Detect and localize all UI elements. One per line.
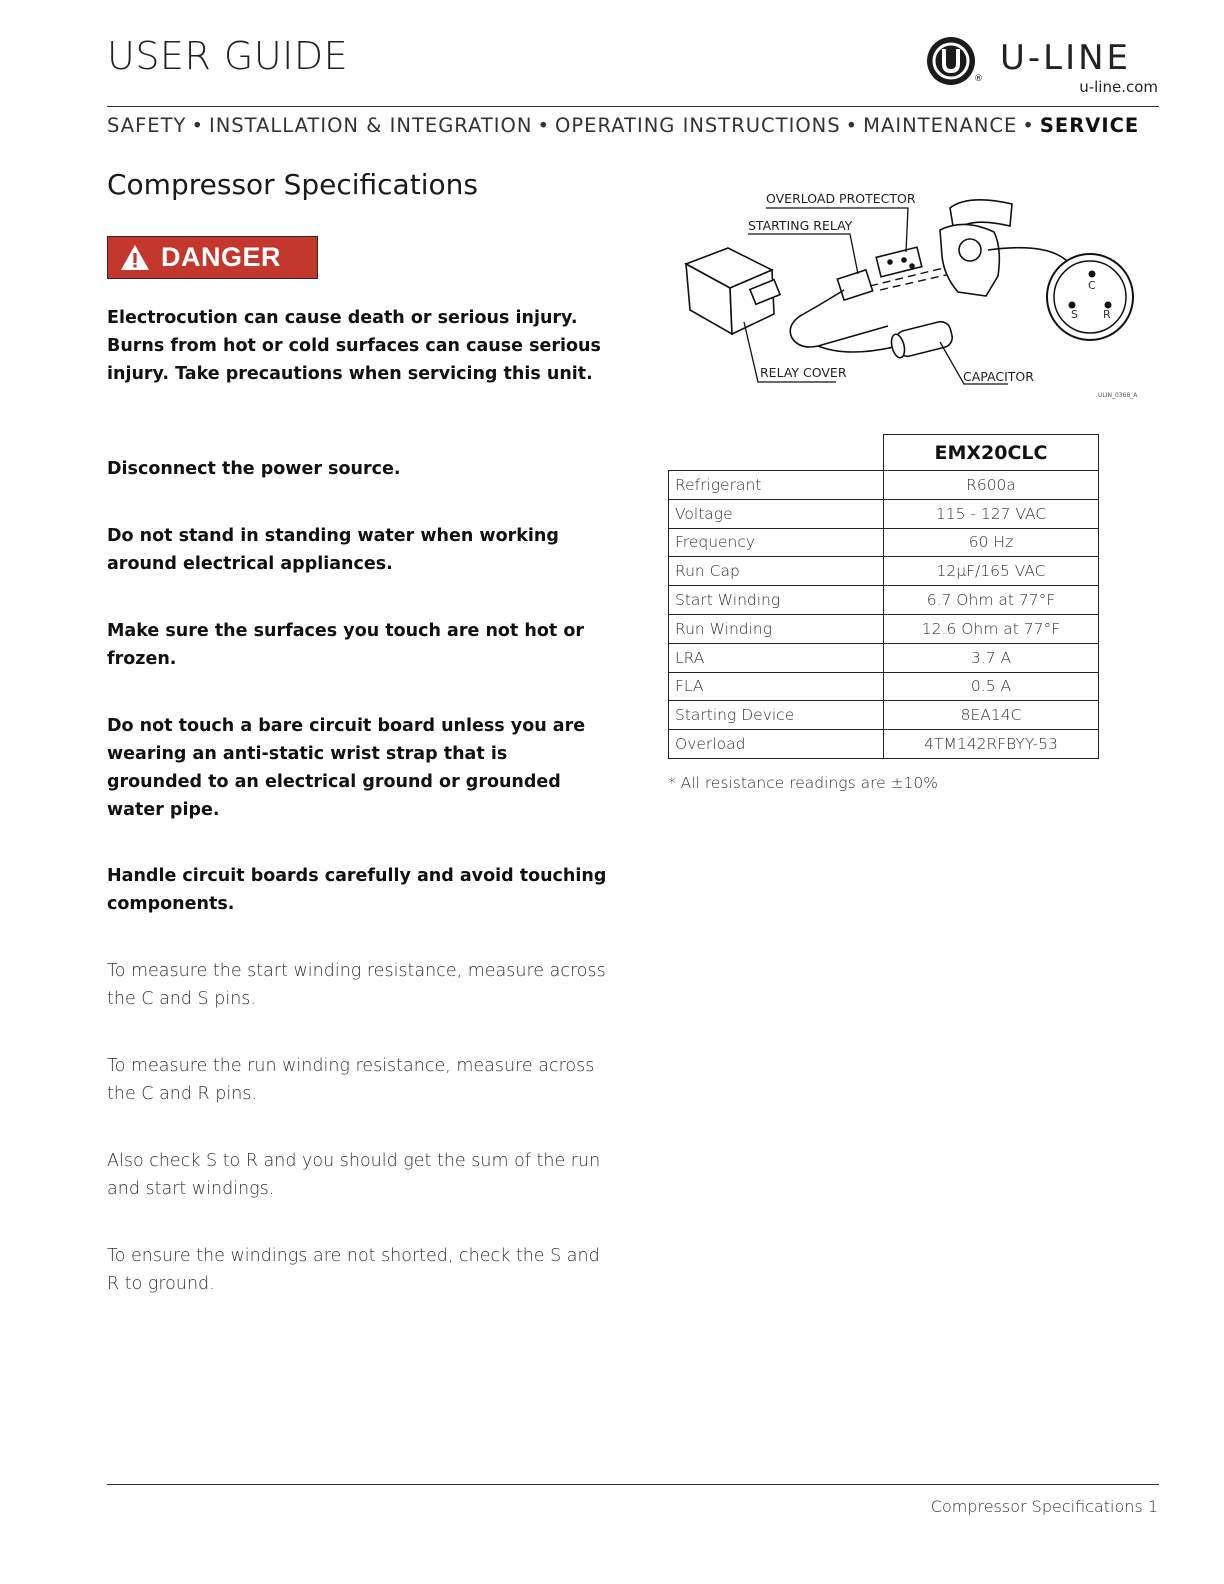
spec-label: Refrigerant (669, 471, 884, 500)
spec-label: Starting Device (669, 701, 884, 730)
spec-value: 8EA14C (884, 701, 1099, 730)
table-row (669, 471, 1099, 500)
spec-label: Run Winding (669, 614, 884, 643)
instruction-run-winding: To measure the run winding resistance, measure across the C and R pins. (107, 1056, 595, 1104)
danger-banner (107, 236, 318, 279)
table-row (669, 557, 1099, 586)
registered-mark: ® (974, 74, 983, 84)
header-divider (107, 106, 1159, 107)
warning-circuit-board-strap: Do not touch a bare circuit board unless you are wearing an anti-static wrist strap that is grounded to an electrical ground or grounded water pipe. (107, 716, 586, 820)
website-url: u-line.com (1079, 78, 1158, 96)
warning-surface-temperature: Make sure the surfaces you touch are not hot or frozen. (107, 621, 584, 669)
overload-protector-label: OVERLOAD PROTECTOR (766, 191, 916, 206)
overload-protector-illustration (876, 247, 922, 277)
nav-separator: • (537, 114, 551, 137)
spec-label: Frequency (669, 528, 884, 557)
table-row (669, 643, 1099, 672)
pin-diagram (1047, 254, 1133, 340)
page-footer-label: Compressor Specifications 1 (930, 1497, 1158, 1516)
table-row (669, 586, 1099, 615)
table-row (669, 730, 1099, 759)
spec-value: 3.7 A (884, 643, 1099, 672)
pin-s-label: S (1071, 308, 1078, 321)
relay-cover-label: RELAY COVER (760, 365, 847, 380)
capacitor-illustration (889, 320, 954, 359)
nav-item-operating: OPERATING INSTRUCTIONS (555, 114, 841, 137)
compressor-parts-diagram (668, 186, 1158, 406)
warning-triangle-icon (120, 244, 150, 271)
resistance-note: * All resistance readings are ±10% (668, 774, 939, 792)
warning-handle-boards: Handle circuit boards carefully and avoid touching components. (107, 866, 607, 914)
table-header-row (669, 435, 1099, 471)
instruction-start-winding: To measure the start winding resistance, measure across the C and S pins. (107, 961, 606, 1009)
spec-value: R600a (884, 471, 1099, 500)
spec-label: LRA (669, 643, 884, 672)
relay-cover-illustration (686, 248, 780, 334)
spec-value: 12.6 Ohm at 77°F (884, 614, 1099, 643)
brand-logo (926, 34, 1158, 96)
nav-item-service-active: SERVICE (1039, 114, 1140, 137)
pin-c-label: C (1088, 279, 1096, 292)
footer-divider (107, 1484, 1159, 1485)
u-line-logo-icon (926, 36, 976, 86)
section-heading: Compressor Specifications (107, 168, 478, 201)
spec-value: 4TM142RFBYY-53 (884, 730, 1099, 759)
table-row (669, 672, 1099, 701)
table-header-blank (669, 435, 884, 471)
spec-value: 115 - 127 VAC (884, 499, 1099, 528)
spec-label: Run Cap (669, 557, 884, 586)
warning-standing-water: Do not stand in standing water when working around electrical appliances. (107, 526, 559, 574)
logo-wordmark: U-LINE (1000, 38, 1132, 78)
spec-label: Voltage (669, 499, 884, 528)
pin-r-label: R (1103, 308, 1111, 321)
nav-separator: • (845, 114, 859, 137)
spec-label: Start Winding (669, 586, 884, 615)
table-row (669, 528, 1099, 557)
table-row (669, 499, 1099, 528)
nav-separator: • (1022, 114, 1035, 137)
spec-label: FLA (669, 672, 884, 701)
danger-label: DANGER (161, 242, 282, 272)
document-title: USER GUIDE (107, 34, 349, 78)
spec-label: Overload (669, 730, 884, 759)
spec-value: 6.7 Ohm at 77°F (884, 586, 1099, 615)
section-breadcrumb (107, 114, 1159, 137)
warning-electrocution: Electrocution can cause death or serious injury. Burns from hot or cold surfaces can cause serious injury. Take precautions when servicing this unit. (107, 308, 601, 384)
table-row (669, 701, 1099, 730)
nav-item-safety: SAFETY (107, 114, 187, 137)
spec-value: 60 Hz (884, 528, 1099, 557)
instruction-s-to-r: Also check S to R and you should get the sum of the run and start windings. (107, 1151, 601, 1199)
warning-disconnect-power: Disconnect the power source. (107, 459, 401, 479)
instruction-ground-check: To ensure the windings are not shorted, check the S and R to ground. (107, 1246, 600, 1294)
nav-item-maintenance: MAINTENANCE (863, 114, 1018, 137)
table-row (669, 614, 1099, 643)
nav-separator: • (191, 114, 204, 137)
figure-id-label: ULIN_0368_A (1098, 392, 1138, 399)
model-header: EMX20CLC (884, 435, 1099, 471)
starting-relay-illustration (790, 270, 888, 347)
compressor-spec-table (668, 434, 1099, 759)
spec-value: 12µF/165 VAC (884, 557, 1099, 586)
spec-value: 0.5 A (884, 672, 1099, 701)
nav-item-installation: INSTALLATION & INTEGRATION (208, 114, 533, 137)
starting-relay-label: STARTING RELAY (748, 218, 853, 233)
capacitor-label: CAPACITOR (963, 369, 1034, 384)
